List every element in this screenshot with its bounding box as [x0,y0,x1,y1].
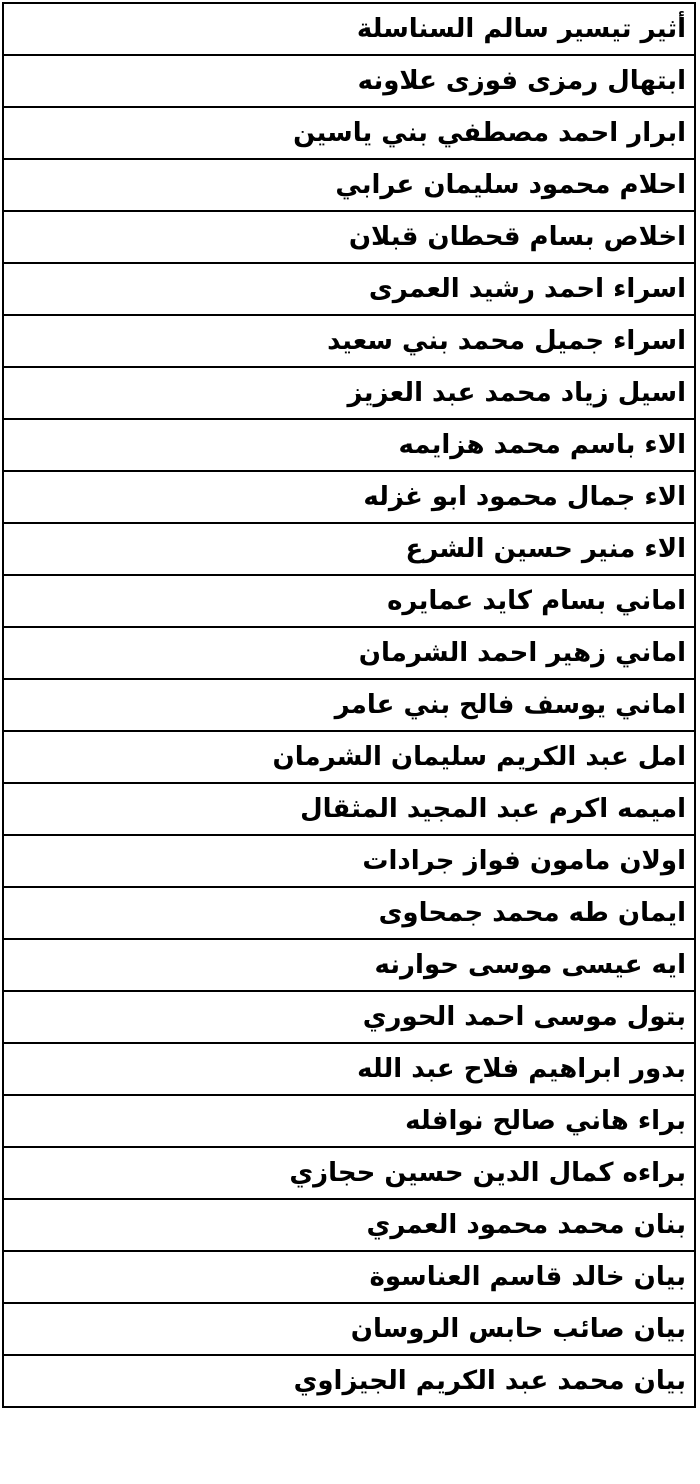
table-row [3,679,695,731]
name-cell: الاء منير حسين الشرع [3,523,695,575]
table-row [3,419,695,471]
name-cell: بدور ابراهيم فلاح عبد الله [3,1043,695,1095]
table-row [3,367,695,419]
name-cell: ابرار احمد مصطفي بني ياسين [3,107,695,159]
name-cell: احلام محمود سليمان عرابي [3,159,695,211]
table-row [3,575,695,627]
name-cell: بيان محمد عبد الكريم الجيزاوي [3,1355,695,1407]
name-cell: بنان محمد محمود العمري [3,1199,695,1251]
table-row [3,991,695,1043]
name-cell: اميمه اكرم عبد المجيد المثقال [3,783,695,835]
table-row [3,835,695,887]
name-cell: الاء جمال محمود ابو غزله [3,471,695,523]
name-cell: اولان مامون فواز جرادات [3,835,695,887]
name-cell: براءه كمال الدين حسين حجازي [3,1147,695,1199]
name-cell: اسيل زياد محمد عبد العزيز [3,367,695,419]
table-row [3,107,695,159]
table-row [3,159,695,211]
table-row [3,939,695,991]
name-cell: ابتهال رمزى فوزى علاونه [3,55,695,107]
table-row [3,315,695,367]
name-cell: براء هاني صالح نوافله [3,1095,695,1147]
name-cell: اماني بسام كايد عمايره [3,575,695,627]
table-row [3,1199,695,1251]
name-cell: اماني زهير احمد الشرمان [3,627,695,679]
table-row [3,471,695,523]
name-cell: اسراء احمد رشيد العمرى [3,263,695,315]
name-cell: ايمان طه محمد جمحاوى [3,887,695,939]
name-cell: امل عبد الكريم سليمان الشرمان [3,731,695,783]
table-row [3,1095,695,1147]
table-row [3,783,695,835]
table-row [3,887,695,939]
table-row [3,263,695,315]
name-cell: الاء باسم محمد هزايمه [3,419,695,471]
table-row [3,523,695,575]
table-row [3,1147,695,1199]
name-cell: بتول موسى احمد الحوري [3,991,695,1043]
names-table-body [3,3,695,1407]
table-row [3,3,695,55]
table-row [3,55,695,107]
table-row [3,731,695,783]
name-cell: بيان صائب حابس الروسان [3,1303,695,1355]
table-row [3,1251,695,1303]
table-row [3,211,695,263]
name-cell: اماني يوسف فالح بني عامر [3,679,695,731]
name-cell: اسراء جميل محمد بني سعيد [3,315,695,367]
names-table [2,2,696,1408]
name-cell: ايه عيسى موسى حوارنه [3,939,695,991]
table-row [3,627,695,679]
name-cell: أثير تيسير سالم السناسلة [3,3,695,55]
name-cell: بيان خالد قاسم العناسوة [3,1251,695,1303]
table-row [3,1303,695,1355]
table-row [3,1043,695,1095]
name-cell: اخلاص بسام قحطان قبلان [3,211,695,263]
table-row [3,1355,695,1407]
